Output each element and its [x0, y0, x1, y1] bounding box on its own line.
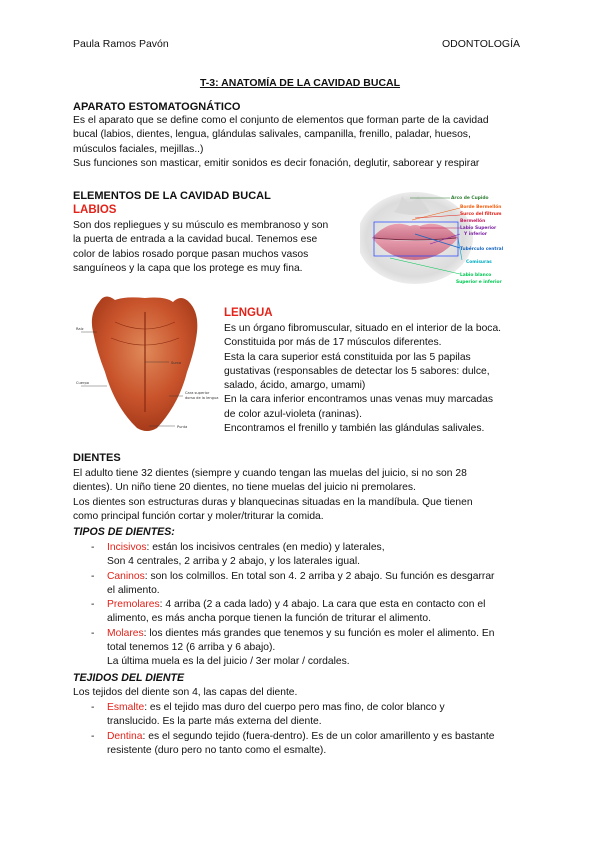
aparato-paragraph [73, 114, 533, 171]
tipos-list [73, 541, 543, 670]
list-item-text: : 4 arriba (2 a cada lado) y 4 abajo. La cara que esta en contacto con el [159, 599, 486, 611]
label-bermellon: Bermellón [460, 219, 486, 224]
list-item [73, 541, 543, 570]
dash-bullet: - [91, 599, 95, 611]
label-dorso-lengua: dorso de la lengua [185, 396, 219, 400]
labios-line: sanguíneos y la capa que los protege es muy fina. [73, 262, 303, 274]
list-item-text: translucido. Es la parte más externa del diente. [107, 716, 322, 728]
dientes-heading: DIENTES [73, 452, 121, 464]
list-item-term: Incisivos [107, 542, 147, 553]
labios-line: Son dos repliegues y su músculo es membranoso y son [73, 220, 329, 231]
list-item [73, 701, 543, 730]
labios-line: color de labios rosado porque pasan muchos vasos [73, 248, 309, 260]
list-item-text: : es el segundo tejido (fuera-dentro). Es de un color amarillento y es bastante [142, 730, 495, 742]
lengua-line: gustativas (responsables de detectar los 5 sabores: dulce, [224, 365, 490, 377]
tipos-heading: TIPOS DE DIENTES: [73, 526, 175, 538]
label-labio-blanco: Labio blanco [460, 273, 492, 278]
list-item-text: el alimento. [107, 584, 160, 596]
list-item-text: Son 4 centrales, 2 arriba y 2 abajo, y los laterales igual. [107, 556, 360, 568]
tongue-figure [75, 292, 220, 436]
list-item-text: La última muela es la del juicio / 3er molar / cordales. [107, 656, 350, 668]
elementos-heading: ELEMENTOS DE LA CAVIDAD BUCAL [73, 190, 271, 202]
labios-heading: LABIOS [73, 204, 117, 216]
label-superior-inferior: Superior e inferior [456, 280, 502, 285]
list-item [73, 598, 543, 627]
aparato-line: músculos faciales, mejillas..) [73, 143, 204, 155]
dientes-paragraph [73, 467, 533, 524]
lengua-line: salado, ácido, amargo, umami) [224, 380, 366, 392]
label-surco: Surco [171, 361, 182, 365]
list-item-term: Premolares [107, 599, 160, 611]
label-labio-superior: Labio Superior [460, 226, 497, 231]
label-surco-filtrum: Surco del filtrum [460, 212, 502, 217]
dash-bullet: - [91, 702, 95, 713]
lengua-heading: LENGUA [224, 307, 273, 319]
lengua-line: Encontramos el frenillo y también las glándulas salivales. [224, 423, 485, 435]
aparato-heading: APARATO ESTOMATOGNÁTICO [73, 101, 241, 113]
list-item-text: : están los incisivos centrales (en medio) y laterales, [146, 542, 385, 553]
lengua-line: En la cara inferior encontramos unas venas muy marcadas [224, 394, 493, 406]
list-item-text: alimento, es más ancha porque tienen la función de triturar el alimento. [107, 613, 431, 625]
lengua-paragraph [224, 322, 544, 436]
list-item-text: : son los colmillos. En total son 4. 2 arriba y 2 abajo. Su función es desgarrar [144, 570, 495, 582]
dash-bullet: - [91, 570, 95, 582]
label-raiz: Raíz [76, 327, 84, 331]
list-item-text: total tenemos 12 (6 arriba y 6 abajo). [107, 642, 276, 654]
dientes-line: El adulto tiene 32 dientes (siempre y cuando tengan las muelas del juicio, si no son 28 [73, 468, 467, 479]
list-item [73, 730, 543, 759]
label-comisuras: Comisuras [466, 260, 492, 265]
labios-line: la puerta de entrada a la cavidad bucal. Tenemos ese [73, 234, 318, 246]
list-item-term: Molares [107, 627, 144, 639]
aparato-line: Es el aparato que se define como el conjunto de elementos que forman parte de la cavidad [73, 115, 489, 126]
label-borde-bermellon: Borde Bermellón [460, 205, 502, 210]
tejidos-list [73, 701, 543, 758]
list-item [73, 570, 543, 599]
label-punta: Punta [177, 425, 188, 429]
label-y-inferior: Y inferior [464, 232, 488, 237]
list-item-text: : es el tejido mas duro del cuerpo pero mas fino, de color blanco y [144, 702, 445, 713]
list-item-term: Esmalte [107, 702, 145, 713]
header-subject: ODONTOLOGÍA [442, 38, 520, 50]
list-item-term: Dentina [107, 730, 143, 742]
label-cuerpo: Cuerpo [76, 381, 89, 385]
dash-bullet: - [91, 542, 95, 553]
tejidos-heading: TEJIDOS DEL DIENTE [73, 672, 185, 684]
header-author: Paula Ramos Pavón [73, 38, 169, 50]
dientes-line: como principal función cortar y moler/triturar la comida. [73, 510, 324, 522]
list-item [73, 627, 543, 670]
lips-figure [360, 188, 530, 290]
aparato-line: bucal (labios, dientes, lengua, glándulas salivales, campanilla, frenillo, paladar, huesos, [73, 129, 471, 141]
dientes-line: dientes). Un niño tiene 20 dientes, no tiene muelas del juicio ni premolares. [73, 482, 416, 494]
list-item-text: : los dientes más grandes que tenemos y su función es moler el alimento. En [143, 627, 495, 639]
list-item-term: Caninos [107, 570, 145, 582]
tejidos-intro: Los tejidos del diente son 4, las capas del diente. [73, 687, 298, 698]
lengua-line: Esta la cara superior está constituida por las 5 papilas [224, 351, 471, 363]
list-item-text: resistente (duro pero no tanto como el esmalte). [107, 744, 327, 756]
dientes-line: Los dientes son estructuras duras y blanquecinas situadas en la mandíbula. Que tienen [73, 496, 473, 508]
lengua-line: de color azul-violeta (raninas). [224, 408, 362, 420]
aparato-line: Sus funciones son masticar, emitir sonidos es decir fonación, deglutir, saborear y respirar [73, 157, 480, 169]
lengua-line: Es un órgano fibromuscular, situado en el interior de la boca. [224, 323, 502, 334]
document-title: T-3: ANATOMÍA DE LA CAVIDAD BUCAL [199, 77, 401, 89]
dash-bullet: - [91, 730, 95, 742]
dash-bullet: - [91, 627, 95, 639]
label-arco-cupido: Arco de Cupido [451, 196, 489, 201]
label-tuberculo-central: Tubérculo central [460, 247, 504, 252]
lengua-line: Constituida por más de 17 músculos diferentes. [224, 337, 442, 349]
label-cara-superior: Cara superior [185, 391, 210, 395]
labios-paragraph [73, 219, 363, 276]
